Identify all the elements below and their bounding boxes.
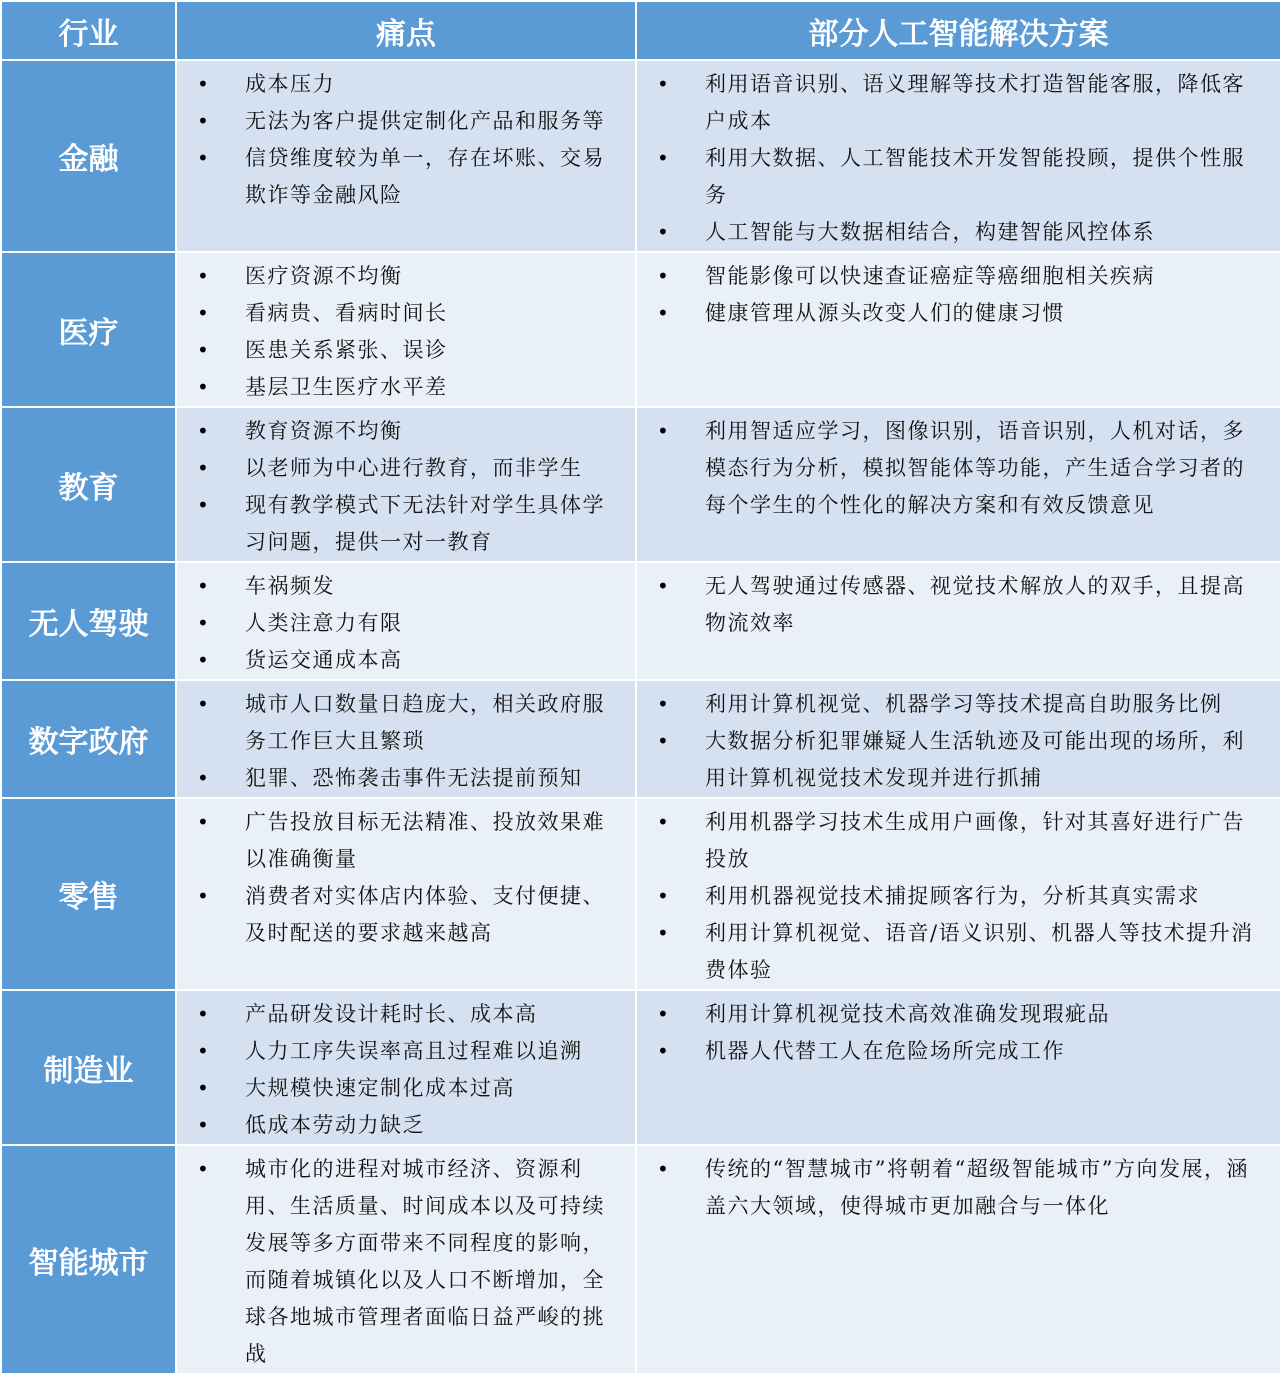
pain-point-item [177,487,621,561]
solution-text: 利用计算机视觉、语音/语义识别、机器人等技术提升消费体验 [705,921,1254,982]
table-row [1,1145,1280,1374]
pain-point-item [177,258,621,295]
pain-point-list [177,61,635,214]
solution-list [637,991,1280,1070]
pain-point-text: 无法为客户提供定制化产品和服务等 [245,109,605,133]
pain-point-item [177,140,621,214]
bullet-icon: • [657,419,671,443]
table-row [1,798,1280,990]
pain-point-text: 看病贵、看病时间长 [245,301,448,325]
bullet-icon: • [197,810,211,834]
table-body [1,60,1280,1374]
pain-point-text: 医患关系紧张、误诊 [245,338,448,362]
solution-item [637,686,1266,723]
pain-point-item [177,332,621,369]
bullet-icon: • [657,884,671,908]
solution-list [637,563,1280,642]
bullet-icon: • [197,419,211,443]
pain-points-cell [176,252,636,407]
bullet-icon: • [197,648,211,672]
industry-cell: 智能城市 [1,1145,176,1374]
bullet-icon: • [657,729,671,753]
pain-point-text: 产品研发设计耗时长、成本高 [245,1002,538,1026]
pain-point-text: 货运交通成本高 [245,648,403,672]
pain-point-list [177,681,635,797]
pain-points-cell [176,798,636,990]
pain-point-item [177,804,621,878]
bullet-icon: • [197,766,211,790]
pain-point-item [177,996,621,1033]
pain-point-item [177,760,621,797]
solution-text: 人工智能与大数据相结合，构建智能风控体系 [705,220,1155,244]
solution-item [637,258,1266,295]
bullet-icon: • [197,1157,211,1181]
solution-list [637,799,1280,989]
pain-point-list [177,563,635,679]
bullet-icon: • [657,1039,671,1063]
bullet-icon: • [197,456,211,480]
solution-item [637,66,1266,140]
pain-point-item [177,1107,621,1144]
solutions-cell [636,252,1280,407]
industry-cell: 金融 [1,60,176,252]
solution-text: 健康管理从源头改变人们的健康习惯 [705,301,1065,325]
bullet-icon: • [197,146,211,170]
bullet-icon: • [657,264,671,288]
solution-text: 智能影像可以快速查证癌症等癌细胞相关疾病 [705,264,1155,288]
solution-text: 传统的“智慧城市”将朝着“超级智能城市”方向发展，涵盖六大领域，使得城市更加融合与一体化 [705,1157,1249,1218]
pain-point-item [177,369,621,406]
solution-list [637,408,1280,524]
pain-point-item [177,642,621,679]
solution-item [637,1151,1266,1225]
solution-item [637,295,1266,332]
bullet-icon: • [197,493,211,517]
bullet-icon: • [657,574,671,598]
solution-item [637,723,1266,797]
industry-cell: 零售 [1,798,176,990]
solution-list [637,1146,1280,1225]
industry-cell: 制造业 [1,990,176,1145]
solution-item [637,413,1266,524]
bullet-icon: • [657,921,671,945]
pain-point-item [177,1033,621,1070]
bullet-icon: • [197,1002,211,1026]
solution-text: 利用机器学习技术生成用户画像，针对其喜好进行广告投放 [705,810,1245,871]
pain-point-item [177,1070,621,1107]
solutions-cell [636,562,1280,680]
pain-points-cell [176,990,636,1145]
pain-point-list [177,799,635,952]
pain-points-cell [176,407,636,562]
bullet-icon: • [657,692,671,716]
table-row [1,562,1280,680]
pain-point-item [177,605,621,642]
pain-point-text: 人类注意力有限 [245,611,403,635]
header-solutions: 部分人工智能解决方案 [636,1,1280,60]
solution-item [637,878,1266,915]
pain-point-list [177,408,635,561]
pain-point-text: 人力工序失误率高且过程难以追溯 [245,1039,583,1063]
solutions-cell [636,680,1280,798]
solution-item [637,1033,1266,1070]
solution-item [637,568,1266,642]
bullet-icon: • [197,109,211,133]
solution-item [637,804,1266,878]
bullet-icon: • [657,220,671,244]
table-row [1,680,1280,798]
bullet-icon: • [197,1113,211,1137]
bullet-icon: • [657,301,671,325]
pain-points-cell [176,60,636,252]
solution-text: 利用计算机视觉、机器学习等技术提高自助服务比例 [705,692,1223,716]
pain-point-text: 犯罪、恐怖袭击事件无法提前预知 [245,766,583,790]
pain-point-item [177,295,621,332]
solution-text: 利用机器视觉技术捕捉顾客行为，分析其真实需求 [705,884,1200,908]
bullet-icon: • [197,264,211,288]
pain-point-item [177,1151,621,1373]
industry-cell: 数字政府 [1,680,176,798]
solution-text: 大数据分析犯罪嫌疑人生活轨迹及可能出现的场所，利用计算机视觉技术发现并进行抓捕 [705,729,1245,790]
solutions-cell [636,798,1280,990]
solution-text: 利用计算机视觉技术高效准确发现瑕疵品 [705,1002,1110,1026]
pain-point-text: 车祸频发 [245,574,335,598]
pain-point-list [177,1146,635,1373]
bullet-icon: • [657,72,671,96]
pain-points-cell [176,562,636,680]
pain-points-cell [176,1145,636,1374]
bullet-icon: • [657,1157,671,1181]
header-industry: 行业 [1,1,176,60]
pain-point-item [177,878,621,952]
table-row [1,252,1280,407]
solution-list [637,253,1280,332]
solution-list [637,681,1280,797]
solution-item [637,214,1266,251]
pain-point-text: 信贷维度较为单一，存在坏账、交易欺诈等金融风险 [245,146,605,207]
pain-point-text: 教育资源不均衡 [245,419,403,443]
header-row [1,1,1280,60]
pain-point-item [177,568,621,605]
pain-point-text: 广告投放目标无法精准、投放效果难以准确衡量 [245,810,605,871]
pain-point-text: 以老师为中心进行教育，而非学生 [245,456,583,480]
bullet-icon: • [657,810,671,834]
pain-point-item [177,413,621,450]
pain-point-text: 城市化的进程对城市经济、资源利用、生活质量、时间成本以及可持续发展等多方面带来不同程度的影响，而随着城镇化以及人口不断增加，全球各地城市管理者面临日益严峻的挑战 [245,1157,605,1366]
pain-point-item [177,686,621,760]
bullet-icon: • [197,375,211,399]
table-row [1,60,1280,252]
pain-point-text: 成本压力 [245,72,335,96]
bullet-icon: • [197,72,211,96]
bullet-icon: • [197,692,211,716]
solution-text: 无人驾驶通过传感器、视觉技术解放人的双手，且提高物流效率 [705,574,1245,635]
solutions-cell [636,407,1280,562]
pain-point-text: 低成本劳动力缺乏 [245,1113,425,1137]
pain-points-cell [176,680,636,798]
pain-point-item [177,450,621,487]
solution-text: 机器人代替工人在危险场所完成工作 [705,1039,1065,1063]
solutions-cell [636,60,1280,252]
pain-point-list [177,253,635,406]
solutions-cell [636,990,1280,1145]
solution-text: 利用语音识别、语义理解等技术打造智能客服，降低客户成本 [705,72,1245,133]
pain-point-text: 大规模快速定制化成本过高 [245,1076,515,1100]
solution-text: 利用智适应学习，图像识别，语音识别，人机对话，多模态行为分析，模拟智能体等功能，产生适合学习者的每个学生的个性化的解决方案和有效反馈意见 [705,419,1245,517]
bullet-icon: • [197,1039,211,1063]
pain-point-text: 医疗资源不均衡 [245,264,403,288]
solution-item [637,996,1266,1033]
table-row [1,407,1280,562]
solutions-cell [636,1145,1280,1374]
solution-list [637,61,1280,251]
pain-point-list [177,991,635,1144]
bullet-icon: • [657,146,671,170]
bullet-icon: • [657,1002,671,1026]
solution-text: 利用大数据、人工智能技术开发智能投顾，提供个性服务 [705,146,1245,207]
pain-point-text: 城市人口数量日趋庞大，相关政府服务工作巨大且繁琐 [245,692,605,753]
bullet-icon: • [197,338,211,362]
pain-point-text: 基层卫生医疗水平差 [245,375,448,399]
pain-point-text: 现有教学模式下无法针对学生具体学习问题，提供一对一教育 [245,493,605,554]
bullet-icon: • [197,574,211,598]
pain-point-text: 消费者对实体店内体验、支付便捷、及时配送的要求越来越高 [245,884,605,945]
bullet-icon: • [197,1076,211,1100]
pain-point-item [177,103,621,140]
solution-item [637,915,1266,989]
industry-cell: 医疗 [1,252,176,407]
industry-cell: 教育 [1,407,176,562]
bullet-icon: • [197,301,211,325]
bullet-icon: • [197,611,211,635]
pain-point-item [177,66,621,103]
header-pain-points: 痛点 [176,1,636,60]
bullet-icon: • [197,884,211,908]
solution-item [637,140,1266,214]
industry-cell: 无人驾驶 [1,562,176,680]
table-row [1,990,1280,1145]
